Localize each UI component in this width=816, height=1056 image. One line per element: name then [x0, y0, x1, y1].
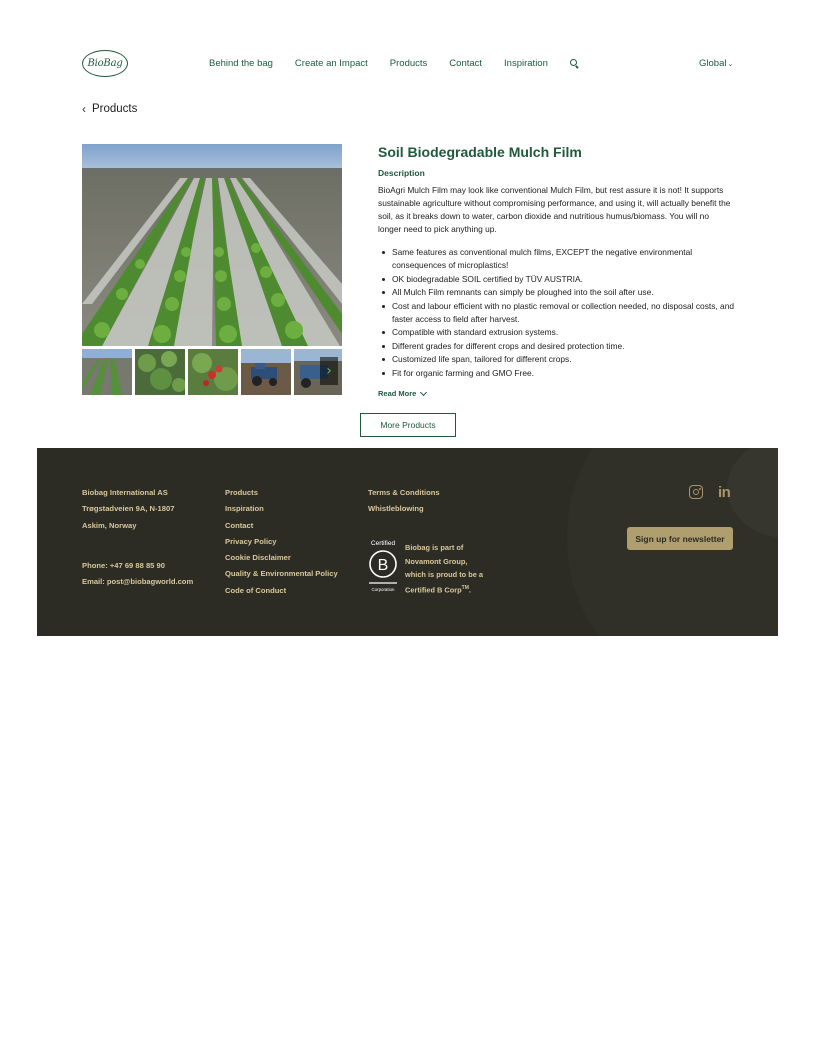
feature-item: Same features as conventional mulch films, EXCEPT the negative environmental consequences of microplastics! — [378, 246, 738, 273]
thumbnail-strawberry-image — [188, 349, 238, 395]
read-more-label: Read More — [378, 389, 417, 398]
thumbnail-tractor-image — [241, 349, 291, 395]
footer-link-products[interactable]: Products — [225, 488, 258, 497]
product-thumbnails — [82, 349, 342, 395]
region-label: Global — [699, 58, 727, 69]
product-title: Soil Biodegradable Mulch Film — [378, 144, 582, 160]
phone-link[interactable]: Phone: +47 69 88 85 90 — [82, 561, 165, 570]
instagram-icon[interactable] — [689, 485, 703, 499]
newsletter-signup-button[interactable]: Sign up for newsletter — [627, 527, 733, 550]
product-description: BioAgri Mulch Film may look like conventional Mulch Film, but rest assure it is not! It supports sustainable agriculture without compromising performance, and using it, will actually benefit the soil, as it breaks down to water, carbon dioxide and nutritious humus/biomass. You will no longer need to pick anything up. — [378, 185, 731, 234]
email-link[interactable]: Email: post@biobagworld.com — [82, 577, 194, 587]
b-corp-line: Biobag is part of — [405, 543, 464, 552]
chevron-down-icon: ⌄ — [727, 61, 734, 68]
site-header — [0, 0, 816, 100]
footer-link-inspiration[interactable]: Inspiration — [225, 504, 264, 514]
footer-link-quality-policy[interactable]: Quality & Environmental Policy — [225, 569, 338, 579]
footer-link-code-of-conduct[interactable]: Code of Conduct — [225, 585, 287, 595]
b-corp-line: Certified B Corp™. — [405, 584, 471, 594]
feature-list — [378, 246, 738, 380]
nav-create-an-impact[interactable]: Create an Impact — [294, 58, 368, 69]
biobag-logo[interactable] — [82, 50, 128, 77]
feature-item: All Mulch Film remnants can simply be ploughed into the soil after use. — [378, 286, 738, 299]
thumbnail-3[interactable] — [188, 349, 238, 395]
feature-item: Different grades for different crops and desired protection time. — [378, 340, 738, 353]
thumbnail-2[interactable] — [135, 349, 185, 395]
linkedin-icon[interactable]: in — [718, 484, 731, 501]
logo-text: BioBag — [87, 58, 123, 69]
more-products-button[interactable]: More Products — [360, 413, 456, 437]
feature-item: Compatible with standard extrusion systems. — [378, 326, 738, 339]
nav-inspiration[interactable]: Inspiration — [504, 58, 548, 69]
footer-contact — [82, 561, 193, 594]
feature-item: Customized life span, tailored for different crops. — [378, 353, 738, 366]
thumbnail-field-image — [82, 349, 132, 395]
chevron-left-icon: ‹ — [82, 102, 86, 116]
site-footer — [37, 448, 778, 636]
region-selector[interactable] — [699, 58, 733, 69]
back-to-products-link[interactable] — [82, 102, 137, 116]
feature-item: Fit for organic farming and GMO Free. — [378, 367, 738, 380]
product-main-image[interactable] — [82, 144, 342, 346]
svg-text:Certified: Certified — [370, 540, 396, 547]
description-heading: Description — [378, 168, 425, 178]
main-nav — [209, 58, 579, 69]
address-line: Trøgstadveien 9A, N-1807 — [82, 504, 175, 514]
b-corp-statement — [405, 541, 483, 596]
thumbnail-1[interactable] — [82, 349, 132, 395]
thumbnail-plants-image — [135, 349, 185, 395]
nav-products[interactable]: Products — [389, 58, 428, 69]
b-corp-line: Novamont Group, — [405, 556, 468, 566]
back-label: Products — [92, 103, 138, 115]
svg-text:B: B — [377, 557, 389, 574]
footer-link-whistleblowing[interactable]: Whistleblowing — [368, 504, 424, 514]
chevron-down-icon — [420, 388, 427, 395]
svg-text:Corporation: Corporation — [371, 587, 395, 592]
footer-link-privacy[interactable]: Privacy Policy — [225, 536, 277, 546]
read-more-toggle[interactable] — [378, 389, 426, 398]
footer-link-cookies[interactable]: Cookie Disclaimer — [225, 553, 291, 563]
address-line: Askim, Norway — [82, 520, 137, 530]
b-corp-badge — [366, 538, 400, 594]
mulch-field-photo — [82, 144, 342, 346]
nav-behind-the-bag[interactable]: Behind the bag — [209, 58, 273, 69]
footer-link-contact[interactable]: Contact — [225, 520, 254, 530]
search-icon[interactable] — [570, 59, 579, 68]
footer-legal-links — [368, 488, 440, 521]
footer-link-terms[interactable]: Terms & Conditions — [368, 488, 440, 497]
nav-contact[interactable]: Contact — [449, 58, 483, 69]
b-corp-line: which is proud to be a — [405, 570, 484, 579]
feature-item: Cost and labour efficient with no plastic removal or collection needed, no disposal costs, and faster access to field after harvest. — [378, 300, 738, 327]
feature-item: OK biodegradable SOIL certified by TÜV AUSTRIA. — [378, 273, 738, 286]
company-name: Biobag International AS — [82, 488, 168, 497]
footer-address — [82, 488, 174, 537]
thumbnail-4[interactable] — [241, 349, 291, 395]
footer-links — [225, 488, 338, 602]
chevron-right-icon[interactable]: › — [320, 357, 338, 385]
